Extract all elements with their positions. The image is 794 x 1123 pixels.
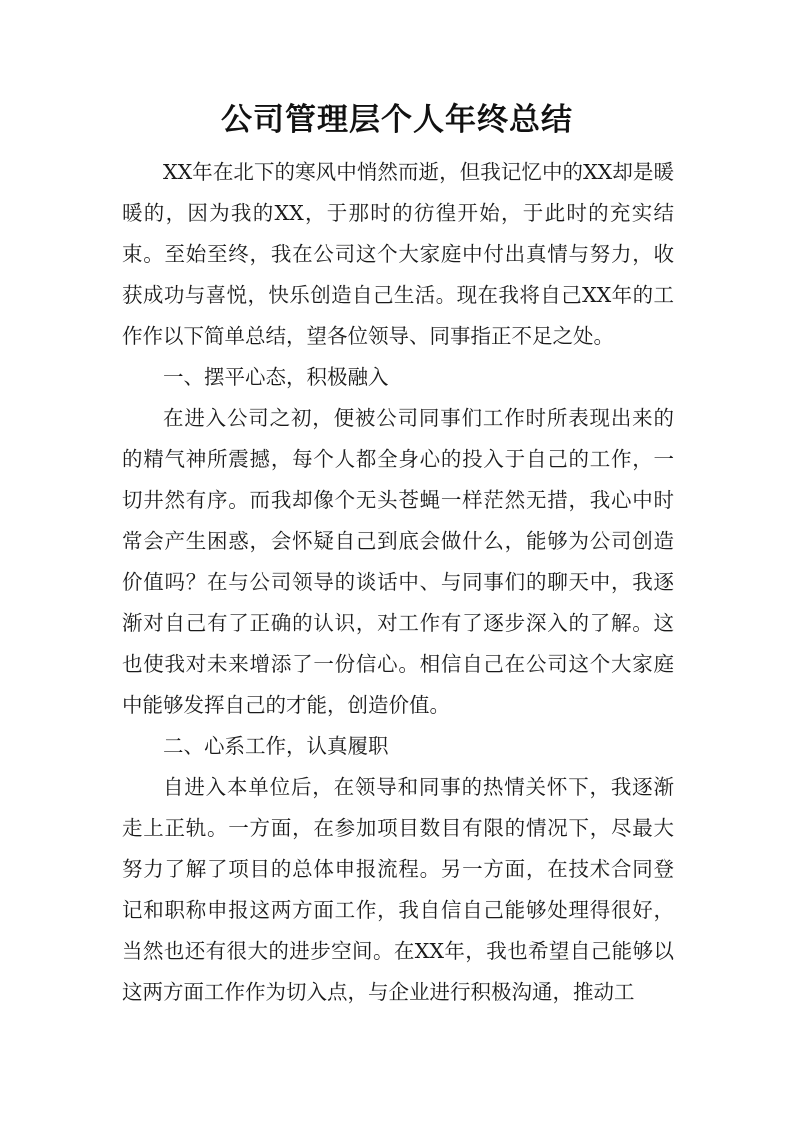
section-1-paragraph: 在进入公司之初，便被公司同事们工作时所表现出来的的精气神所震撼，每个人都全身心的投入于自己的工作，一切井然有序。而我却像个无头苍蝇一样茫然无措，我心中时常会产生困惑，会怀疑自己到底会做什么，能够为公司创造价值吗？在与公司领导的谈话中、与同事们的聊天中，我逐渐对自己有了正确的认识，对工作有了逐步深入的了解。这也使我对未来增添了一份信心。相信自己在公司这个大家庭中能够发挥自己的才能，创造价值。 bbox=[122, 406, 674, 717]
section-2-paragraph: 自进入本单位后，在领导和同事的热情关怀下，我逐渐走上正轨。一方面，在参加项目数目有限的情况下，尽最大努力了解了项目的总体申报流程。另一方面，在技术合同登记和职称申报这两方面工作，我自信自己能够处理得很好，当然也还有很大的进步空间。在XX年，我也希望自己能够以这两方面工作作为切入点，与企业进行积极沟通，推动工 bbox=[122, 775, 674, 1004]
section-heading-2: 二、心系工作，认真履职 bbox=[163, 734, 389, 758]
document-body bbox=[122, 152, 674, 1013]
document-title: 公司管理层个人年终总结 bbox=[221, 102, 573, 138]
intro-paragraph: XX年在北下的寒风中悄然而逝，但我记忆中的XX却是暖暖的，因为我的XX，于那时的彷徨开始，于此时的充实结束。至始至终，我在公司这个大家庭中付出真情与努力，收获成功与喜悦，快乐创造自己生活。现在我将自己XX年的工作作以下简单总结，望各位领导、同事指正不足之处。 bbox=[122, 160, 674, 348]
section-heading-1: 一、摆平心态，积极融入 bbox=[163, 365, 389, 389]
